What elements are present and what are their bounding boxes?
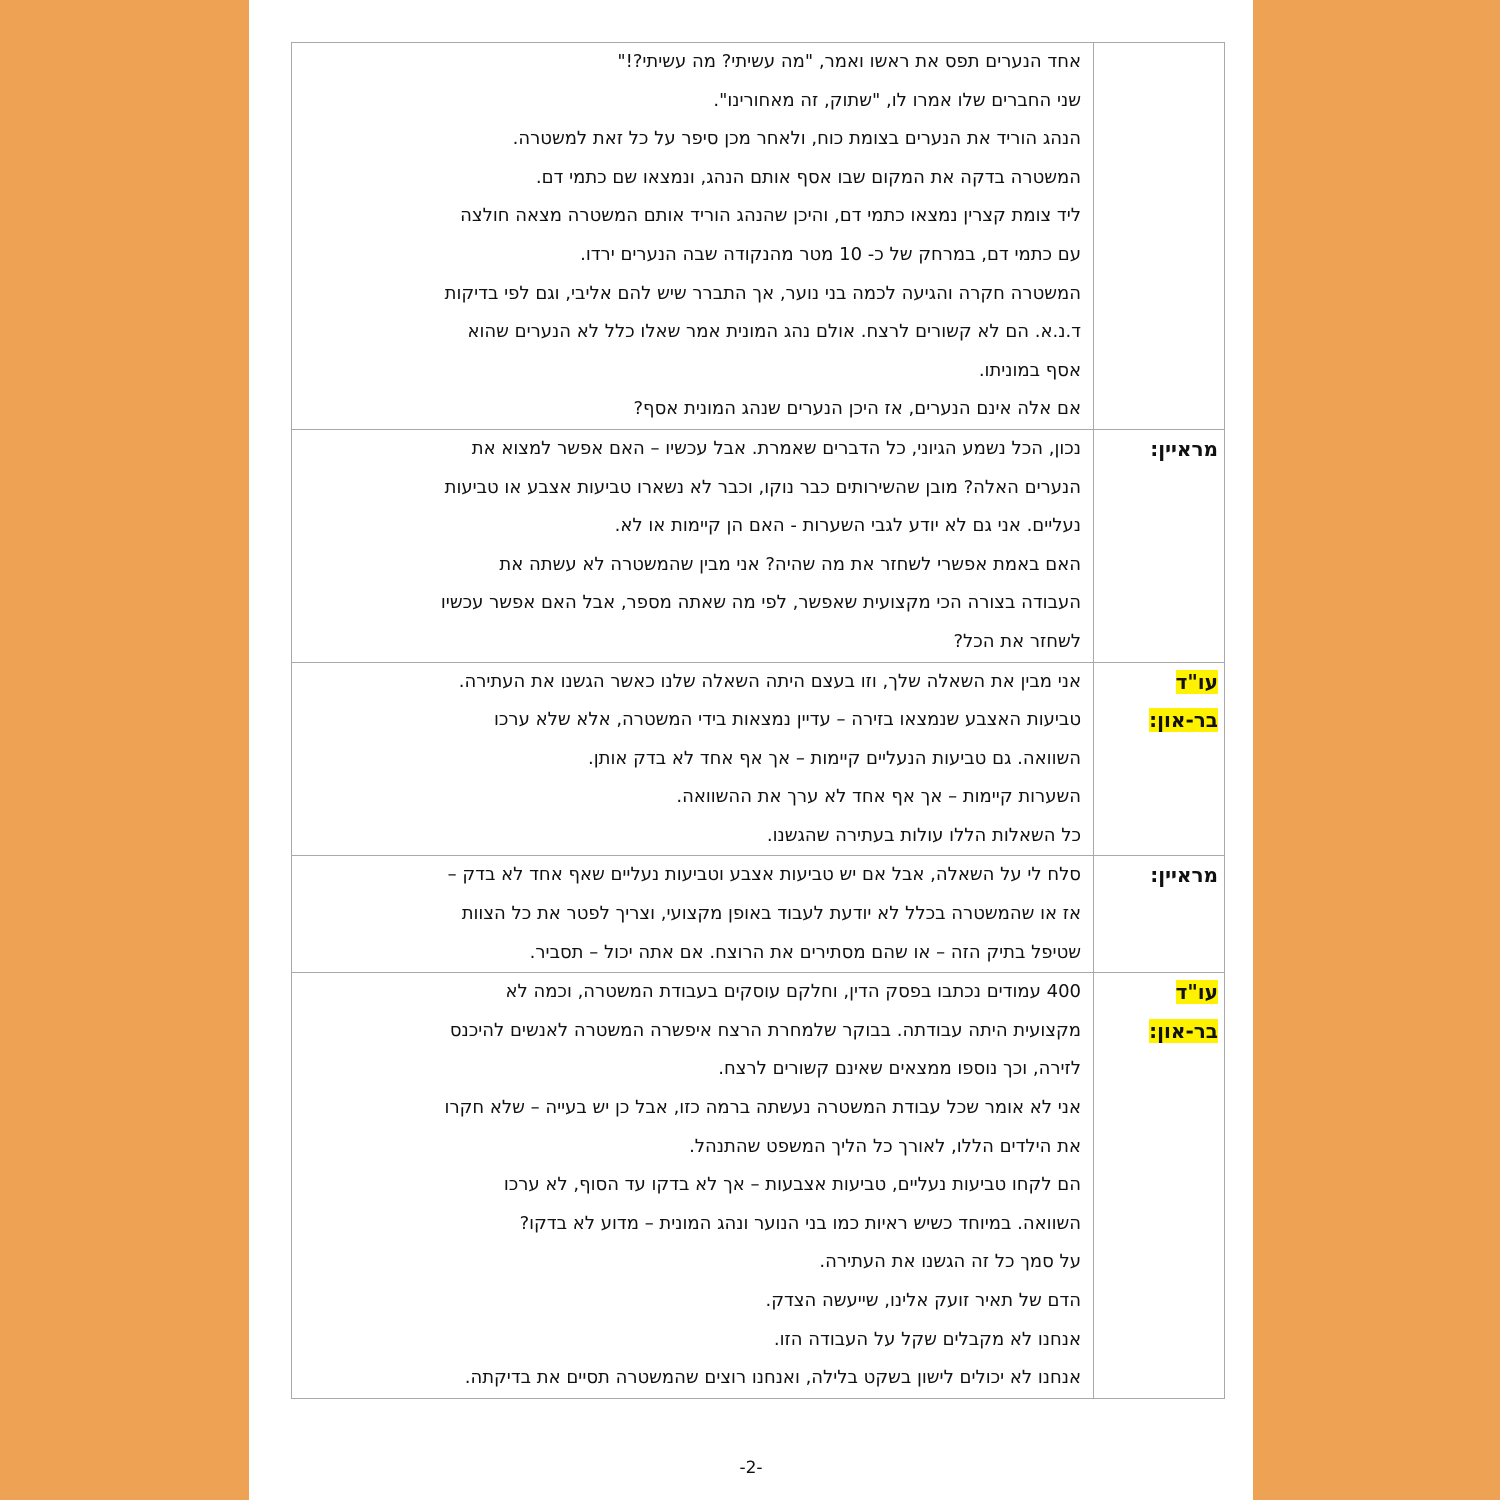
- speech-line: ד.נ.א. הם לא קשורים לרצח. אולם נהג המונית אמר שאלו כלל לא הנערים שהוא: [467, 321, 1081, 343]
- speech-line: לזירה, וכך נוספו ממצאים שאינם קשורים לרצח.: [718, 1058, 1081, 1080]
- speech-line: סלח לי על השאלה, אבל אם יש טביעות אצבע וטביעות נעליים שאף אחד לא בדק –: [447, 864, 1081, 886]
- speech-line: טביעות האצבע שנמצאו בזירה – עדיין נמצאות בידי המשטרה, אלא שלא ערכו: [494, 709, 1081, 731]
- speech-line: השוואה. גם טביעות הנעליים קיימות – אך אף אחד לא בדק אותן.: [587, 747, 1081, 769]
- table-row: [292, 662, 1225, 856]
- document-page: [249, 0, 1253, 1500]
- speaker-cell: [1094, 429, 1225, 662]
- speech-line: הם לקחו טביעות נעליים, טביעות אצבעות – אך לא בדקו עד הסוף, לא ערכו: [503, 1174, 1081, 1196]
- speech-line: מקצועית היתה עבודתה. בבוקר שלמחרת הרצח איפשרה המשטרה לאנשים להיכנס: [449, 1019, 1081, 1041]
- speech-line: על סמך כל זה הגשנו את העתירה.: [819, 1251, 1081, 1273]
- speech-line: השוואה. במיוחד כשיש ראיות כמו בני הנוער ונהג המונית – מדוע לא בדקו?: [519, 1212, 1081, 1234]
- speech-line: עם כתמי דם, במרחק של כ- 10 מטר מהנקודה שבה הנערים ירדו.: [580, 243, 1081, 265]
- speech-line: אם אלה אינם הנערים, אז היכן הנערים שנהג המונית אסף?: [633, 398, 1081, 420]
- table-row: [292, 973, 1225, 1399]
- speech-cell: [292, 973, 1094, 1399]
- speaker-cell: [1094, 662, 1225, 856]
- speaker-name: בר-און:: [1149, 1018, 1218, 1043]
- speaker-name: מראיין:: [1150, 863, 1218, 888]
- transcript-table: [291, 42, 1225, 1399]
- speech-line: המשטרה בדקה את המקום שבו אסף אותם הנהג, ונמצאו שם כתמי דם.: [535, 166, 1081, 188]
- speaker-name: בר-און:: [1149, 708, 1218, 733]
- speech-cell: [292, 856, 1094, 973]
- speech-cell: [292, 662, 1094, 856]
- speech-line: הנערים האלה? מובן שהשירותים כבר נוקו, וכבר לא נשארו טביעות אצבע או טביעות: [444, 476, 1081, 498]
- speech-line: השערות קיימות – אך אף אחד לא ערך את ההשוואה.: [676, 786, 1081, 808]
- speaker-title: עו"ד: [1175, 980, 1218, 1005]
- speech-line: אז או שהמשטרה בכלל לא יודעת לעבוד באופן מקצועי, וצריך לפטר את כל הצוות: [461, 903, 1081, 925]
- speech-line: את הילדים הללו, לאורך כל הליך המשפט שהתנהל.: [689, 1135, 1081, 1157]
- speaker-cell: [1094, 973, 1225, 1399]
- speech-line: אחד הנערים תפס את ראשו ואמר, "מה עשיתי? מה עשיתי?!": [617, 51, 1081, 72]
- speech-line: ליד צומת קצרין נמצאו כתמי דם, והיכן שהנהג הוריד אותם המשטרה מצאה חולצה: [460, 205, 1081, 227]
- speech-line: אנחנו לא יכולים לישון בשקט בלילה, ואנחנו רוצים שהמשטרה תסיים את בדיקתה.: [464, 1367, 1081, 1389]
- table-row: [292, 856, 1225, 973]
- speech-line: הדם של תאיר זועק אלינו, שייעשה הצדק.: [765, 1290, 1081, 1311]
- speaker-cell: [1094, 43, 1225, 430]
- speech-line: אנחנו לא מקבלים שקל על העבודה הזו.: [773, 1328, 1081, 1350]
- speech-line: 400 עמודים נכתבו בפסק הדין, וחלקם עוסקים בעבודת המשטרה, וכמה לא: [505, 981, 1081, 1003]
- speech-line: כל השאלות הללו עולות בעתירה שהגשנו.: [766, 824, 1081, 846]
- speaker-name: מראיין:: [1150, 436, 1218, 461]
- speech-line: אסף במוניתו.: [978, 359, 1081, 381]
- speaker-cell: [1094, 856, 1225, 973]
- speech-line: נעליים. אני גם לא יודע לגבי השערות - האם הן קיימות או לא.: [614, 515, 1081, 537]
- speech-cell: [292, 429, 1094, 662]
- speech-line: אני לא אומר שכל עבודת המשטרה נעשתה ברמה כזו, אבל כן יש בעייה – שלא חקרו: [444, 1097, 1081, 1119]
- speech-line: שטיפל בתיק הזה – או שהם מסתירים את הרוצח. אם אתה יכול – תסביר.: [529, 941, 1081, 963]
- speech-line: נכון, הכל נשמע הגיוני, כל הדברים שאמרת. אבל עכשיו – האם אפשר למצוא את: [471, 437, 1081, 459]
- speech-line: העבודה בצורה הכי מקצועית שאפשר, לפי מה שאתה מספר, אבל האם אפשר עכשיו: [440, 592, 1081, 614]
- speech-line: האם באמת אפשרי לשחזר את מה שהיה? אני מבין שהמשטרה לא עשתה את: [499, 553, 1081, 575]
- table-row: [292, 429, 1225, 662]
- speech-line: לשחזר את הכל?: [953, 630, 1081, 652]
- speech-line: שני החברים שלו אמרו לו, "שתוק, זה מאחורינו".: [713, 89, 1081, 111]
- speech-line: אני מבין את השאלה שלך, וזו בעצם היתה השאלה שלנו כאשר הגשנו את העתירה.: [458, 670, 1081, 692]
- page-number: -2-: [739, 1458, 763, 1478]
- speech-cell: [292, 43, 1094, 430]
- table-row: [292, 43, 1225, 430]
- speech-line: הנהג הוריד את הנערים בצומת כוח, ולאחר מכן סיפר על כל זאת למשטרה.: [512, 128, 1081, 150]
- speech-line: המשטרה חקרה והגיעה לכמה בני נוער, אך התברר שיש להם אליבי, וגם לפי בדיקות: [444, 282, 1081, 304]
- speaker-title: עו"ד: [1175, 669, 1218, 694]
